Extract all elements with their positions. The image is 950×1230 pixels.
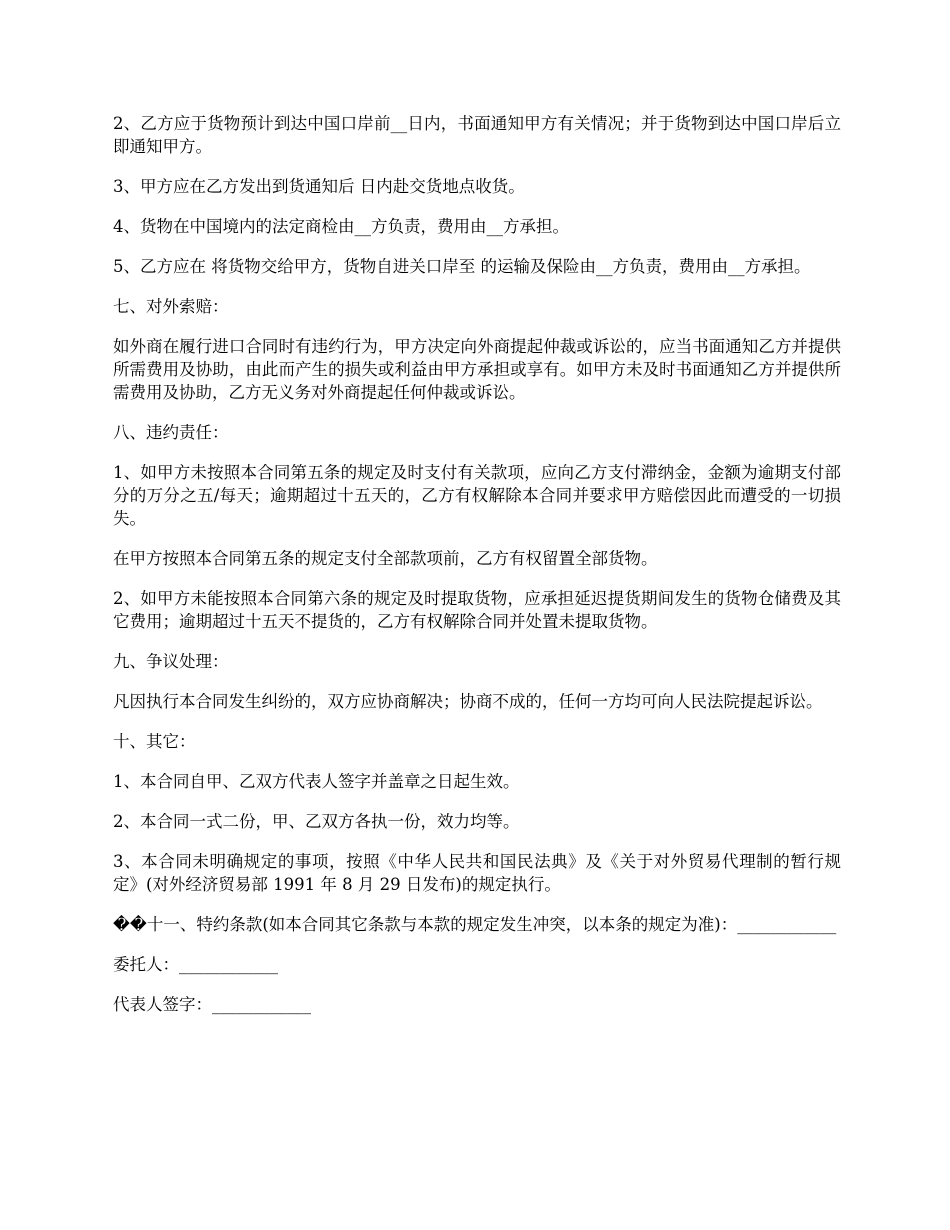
liability-clause-2: 2、如甲方未能按照本合同第六条的规定及时提取货物，应承担延迟提货期间发生的货物仓储费及其它费用；逾期超过十五天不提货的，乙方有权解除合同并处置未提取货物。 (113, 589, 841, 631)
section-heading-liability: 八、违约责任： (113, 423, 229, 442)
principal-signature-line: 委托人：____________ (113, 955, 278, 974)
clause-3-receipt: 3、甲方应在乙方发出到货通知后 日内赴交货地点收货。 (113, 177, 525, 196)
liability-clause-1: 1、如甲方未按照本合同第五条的规定及时支付有关款项，应向乙方支付滞纳金，金额为逾期支付部分的万分之五/每天；逾期超过十五天的，乙方有权解除本合同并要求甲方赔偿因此而遭受的一切损失。 (113, 463, 841, 528)
special-terms: ��十一、特约条款(如本合同其它条款与本款的规定发生冲突，以本条的规定为准)：____________ (113, 915, 837, 934)
other-clause-2: 2、本合同一式二份，甲、乙双方各执一份，效力均等。 (113, 812, 520, 831)
claims-body: 如外商在履行进口合同时有违约行为，甲方决定向外商提起仲裁或诉讼的，应当书面通知乙方并提供所需费用及协助，由此而产生的损失或利益由甲方承担或享有。如甲方未及时书面通知乙方并提供所需费用及协助，乙方无义务对外商提起任何仲裁或诉讼。 (113, 337, 841, 402)
clause-5-delivery: 5、乙方应在 将货物交给甲方，货物自进关口岸至 的运输及保险由__方负责，费用由__方承担。 (113, 257, 811, 276)
representative-signature-line: 代表人签字：____________ (113, 995, 311, 1014)
document-body (113, 112, 841, 1033)
section-heading-claims: 七、对外索赔： (113, 297, 229, 316)
other-clause-1: 1、本合同自甲、乙双方代表人签字并盖章之日起生效。 (113, 772, 520, 791)
section-heading-disputes: 九、争议处理： (113, 652, 229, 671)
section-heading-other: 十、其它： (113, 732, 196, 751)
disputes-body: 凡因执行本合同发生纠纷的，双方应协商解决；协商不成的，任何一方均可向人民法院提起诉讼。 (113, 692, 823, 711)
liability-lien: 在甲方按照本合同第五条的规定支付全部款项前，乙方有权留置全部货物。 (113, 549, 658, 568)
other-clause-3: 3、本合同未明确规定的事项，按照《中华人民共和国民法典》及《关于对外贸易代理制的暂行规定》(对外经济贸易部 1991 年 8 月 29 日发布)的规定执行。 (113, 852, 841, 894)
clause-2-arrival-notice: 2、乙方应于货物预计到达中国口岸前__日内，书面通知甲方有关情况；并于货物到达中国口岸后立即通知甲方。 (113, 114, 841, 156)
clause-4-inspection: 4、货物在中国境内的法定商检由__方负责，费用由__方承担。 (113, 217, 569, 236)
